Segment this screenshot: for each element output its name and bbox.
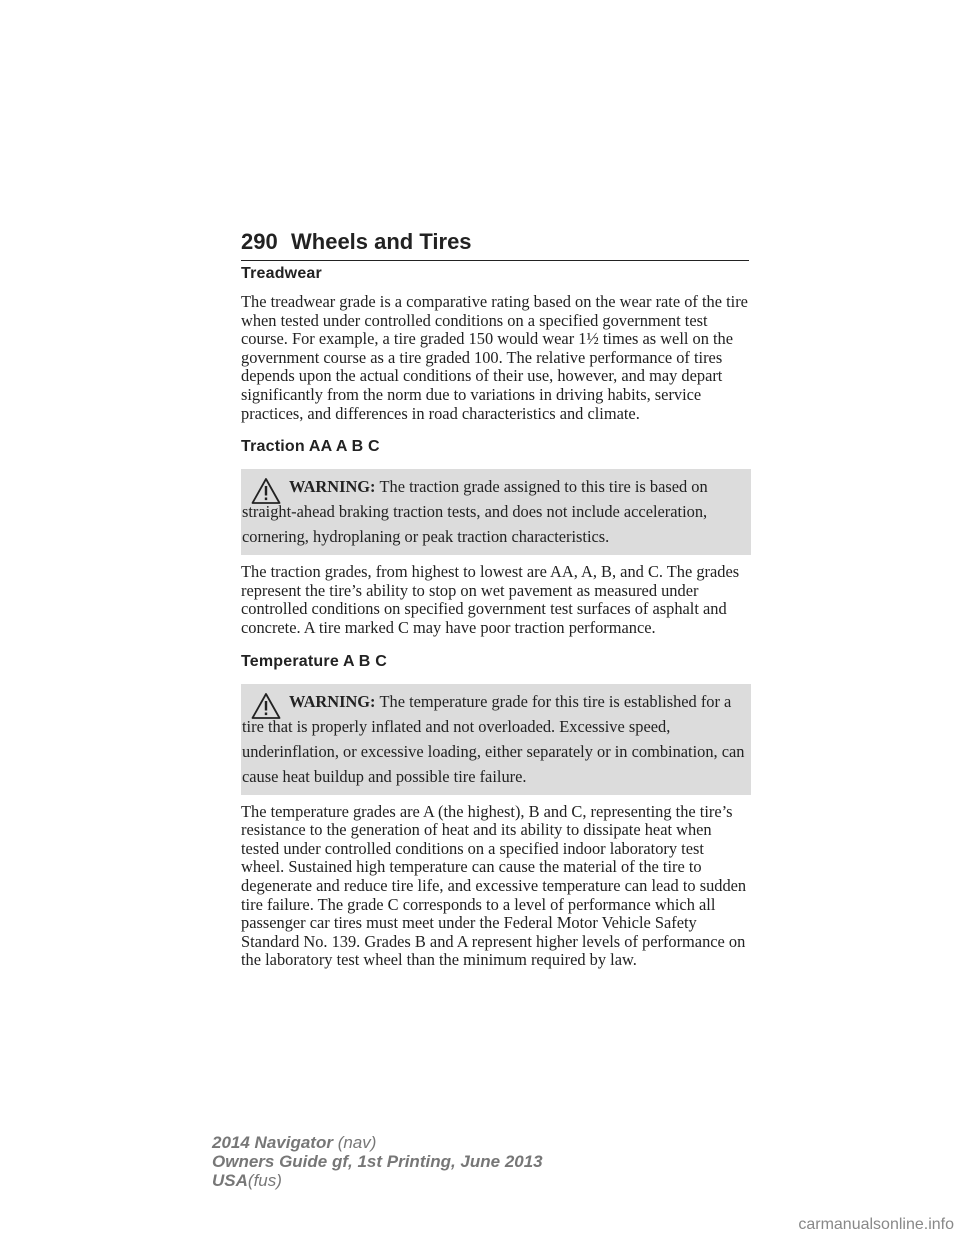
- paragraph-temperature: The temperature grades are A (the highest), B and C, representing the tire’s resistance to the generation of heat and its ability to dissipate heat when tested under controlled conditions on a specified indoor laboratory test wheel. Sustained high temperature can cause the material of the tire to degenerate and reduce tire life, and excessive temperature can lead to sudden tire failure. The grade C corresponds to a level of performance which all passenger car tires must meet under the Federal Motor Vehicle Safety Standard No. 139. Grades B and A represent higher levels of performance on the laboratory test wheel than the minimum required by law.: [241, 801, 747, 970]
- document-footer: [212, 1133, 543, 1190]
- footer-model: 2014 Navigator: [212, 1133, 333, 1152]
- warning-label: WARNING:: [289, 477, 376, 497]
- paragraph-traction: The traction grades, from highest to lowest are AA, A, B, and C. The grades represent the tire’s ability to stop on wet pavement as measured under controlled conditions on specified government test surfaces of asphalt and concrete. A tire marked C may have poor traction performance.: [241, 562, 740, 637]
- page-content: [241, 264, 751, 984]
- footer-market: USA: [212, 1171, 248, 1190]
- paragraph-treadwear: The treadwear grade is a comparative rating based on the wear rate of the tire when tested under controlled conditions on a specified government test course. For example, a tire graded 150 would wear 1½ times as well on the government course as a tire graded 100. The relative performance of tires depends upon the actual conditions of their use, however, and may depart significantly from the norm due to variations in driving habits, service practices, and differences in road characteristics and climate.: [241, 292, 748, 423]
- warning-triangle-icon: [251, 477, 281, 505]
- footer-line-printing: Owners Guide gf, 1st Printing, June 2013: [212, 1152, 543, 1171]
- warning-triangle-icon: [251, 692, 281, 720]
- section-heading-traction: Traction AA A B C: [241, 438, 380, 456]
- warning-body: The traction grade assigned to this tire is based on straight-ahead braking traction tests, and does not include acceleration, cornering, hydroplaning or peak traction characteristics.: [242, 477, 708, 547]
- warning-body: The temperature grade for this tire is established for a tire that is properly inflated and not overloaded. Excessive speed, underinflation, or excessive loading, either separately or in combination, can cause heat buildup and possible tire failure.: [242, 691, 745, 786]
- section-heading-temperature: Temperature A B C: [241, 652, 387, 670]
- page-number: 290: [241, 229, 278, 254]
- section-heading-treadwear: Treadwear: [241, 265, 322, 282]
- footer-model-code: (nav): [337, 1133, 377, 1152]
- page-header: [241, 228, 749, 261]
- warning-label: WARNING:: [289, 691, 376, 711]
- footer-market-code: (fus): [247, 1171, 282, 1190]
- watermark: carmanualsonline.info: [798, 1216, 954, 1233]
- warning-text-traction: [242, 474, 745, 549]
- footer-line-model: [212, 1133, 543, 1152]
- chapter-title: Wheels and Tires: [291, 229, 472, 254]
- footer-line-market: [212, 1171, 543, 1190]
- warning-text-temperature: [242, 689, 745, 789]
- warning-box-temperature: [241, 684, 751, 795]
- warning-box-traction: [241, 469, 751, 555]
